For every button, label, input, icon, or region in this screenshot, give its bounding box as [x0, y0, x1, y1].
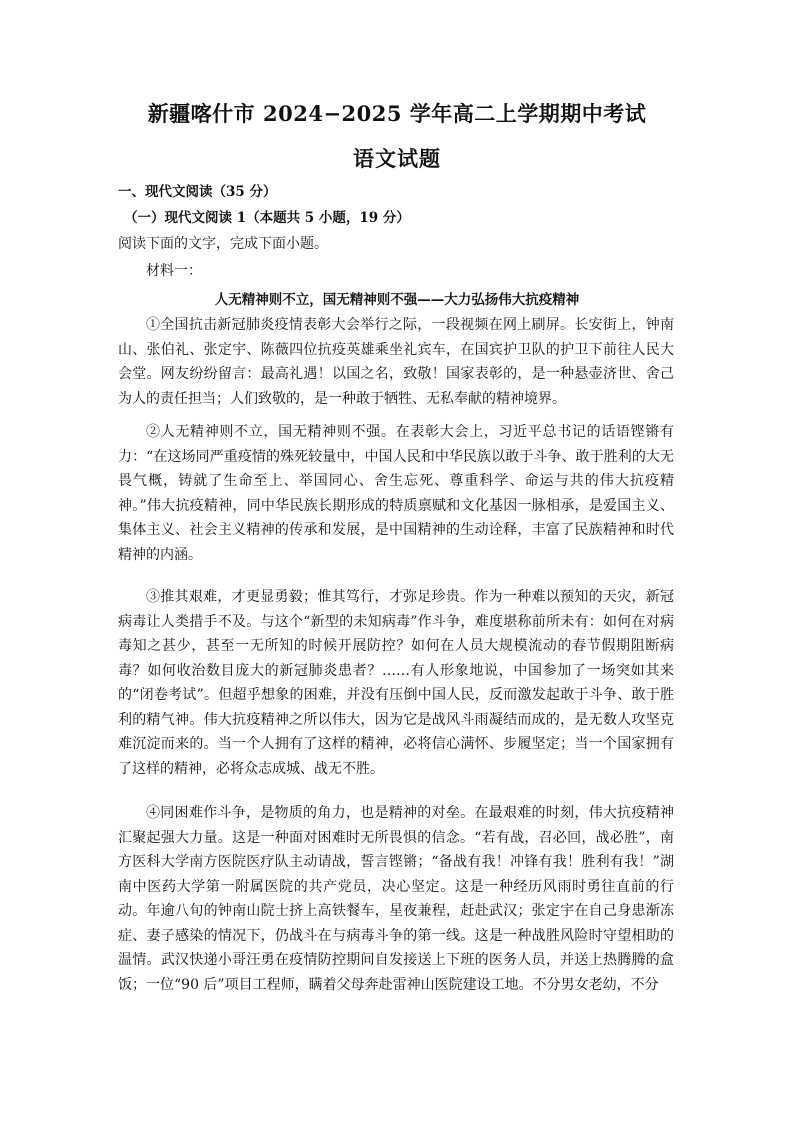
- article-title: 人无精神则不立，国无精神则不强——大力弘扬伟大抗疫精神: [214, 292, 580, 308]
- subject-title: 语文试题: [353, 146, 441, 171]
- section-heading: 一、现代文阅读（35 分）: [118, 184, 277, 200]
- paragraph-3: ③推其艰难，才更显勇毅；惟其笃行，才弥足珍贵。作为一种难以预知的天灾，新冠病毒让人类措手不及。与这个“新型的未知病毒”作斗争，难度堪称前所未有：如何在对病毒知之甚少，甚至一无所知的时候开展防控？如何在人员大规模流动的春节假期阻断病毒？如何收治数目庞大的新冠肺炎患者？……有人形象地说，中国参加了一场突如其来的“闭卷考试”。但超乎想象的困难，并没有压倒中国人民，反而激发起敢于斗争、敢于胜利的精气神。伟大抗疫精神之所以伟大，因为它是战风斗雨凝结而成的，是无数人攻坚克难沉淀而来的。当一个人拥有了这样的精神，必将信心满怀、步履坚定；当一个国家拥有了这样的精神，必将众志成城、战无不胜。: [118, 589, 674, 777]
- subsection-heading: （一）现代文阅读 1（本题共 5 小题，19 分）: [124, 210, 410, 226]
- material-label: 材料一：: [146, 263, 202, 279]
- instruction-text: 阅读下面的文字，完成下面小题。: [118, 236, 328, 252]
- exam-title: 新疆喀什市 2024−2025 学年高二上学期期中考试: [147, 101, 647, 126]
- paragraph-1: ①全国抗击新冠肺炎疫情表彰大会举行之际，一段视频在网上刷屏。长安街上，钟南山、张伯礼、张定宇、陈薇四位抗疫英雄乘坐礼宾车，在国宾护卫队的护卫下前往人民大会堂。网友纷纷留言：最高礼遇！以国之名，致敬！国家表彰的，是一种悬壶济世、舍己为人的责任担当；人们致敬的，是一种敢于牺牲、无私奉献的精神境界。: [118, 317, 674, 407]
- paragraph-2: ②人无精神则不立，国无精神则不强。在表彰大会上，习近平总书记的话语铿锵有力：“在这场同严重疫情的殊死较量中，中国人民和中华民族以敢于斗争、敢于胜利的大无畏气概，铸就了生命至上、举国同心、舍生忘死、尊重科学、命运与共的伟大抗疫精神。”伟大抗疫精神，同中华民族长期形成的特质禀赋和文化基因一脉相承，是爱国主义、集体主义、社会主义精神的传承和发展，是中国精神的生动诠释，丰富了民族精神和时代精神的内涵。: [118, 424, 674, 563]
- paragraph-4: ④同困难作斗争，是物质的角力，也是精神的对垒。在最艰难的时刻，伟大抗疫精神汇聚起强大力量。这是一种面对困难时无所畏惧的信念。“若有战，召必回，战必胜”，南方医科大学南方医院医疗队主动请战，誓言铿锵；“备战有我！冲锋有我！胜利有我！”湖南中医药大学第一附属医院的共产党员，决心坚定。这是一种经历风雨时勇往直前的行动。年逾八旬的钟南山院士挤上高铁餐车，星夜兼程，赶赴武汉；张定宇在自己身患渐冻症、妻子感染的情况下，仍战斗在与病毒斗争的第一线。这是一种战胜风险时守望相助的温情。武汉快递小哥汪勇在疫情防控期间自发接送上下班的医务人员，并送上热腾腾的盒饭；一位“90 后”项目工程师，瞒着父母奔赴雷神山医院建设工地。不分男女老幼，不分: [118, 805, 674, 993]
